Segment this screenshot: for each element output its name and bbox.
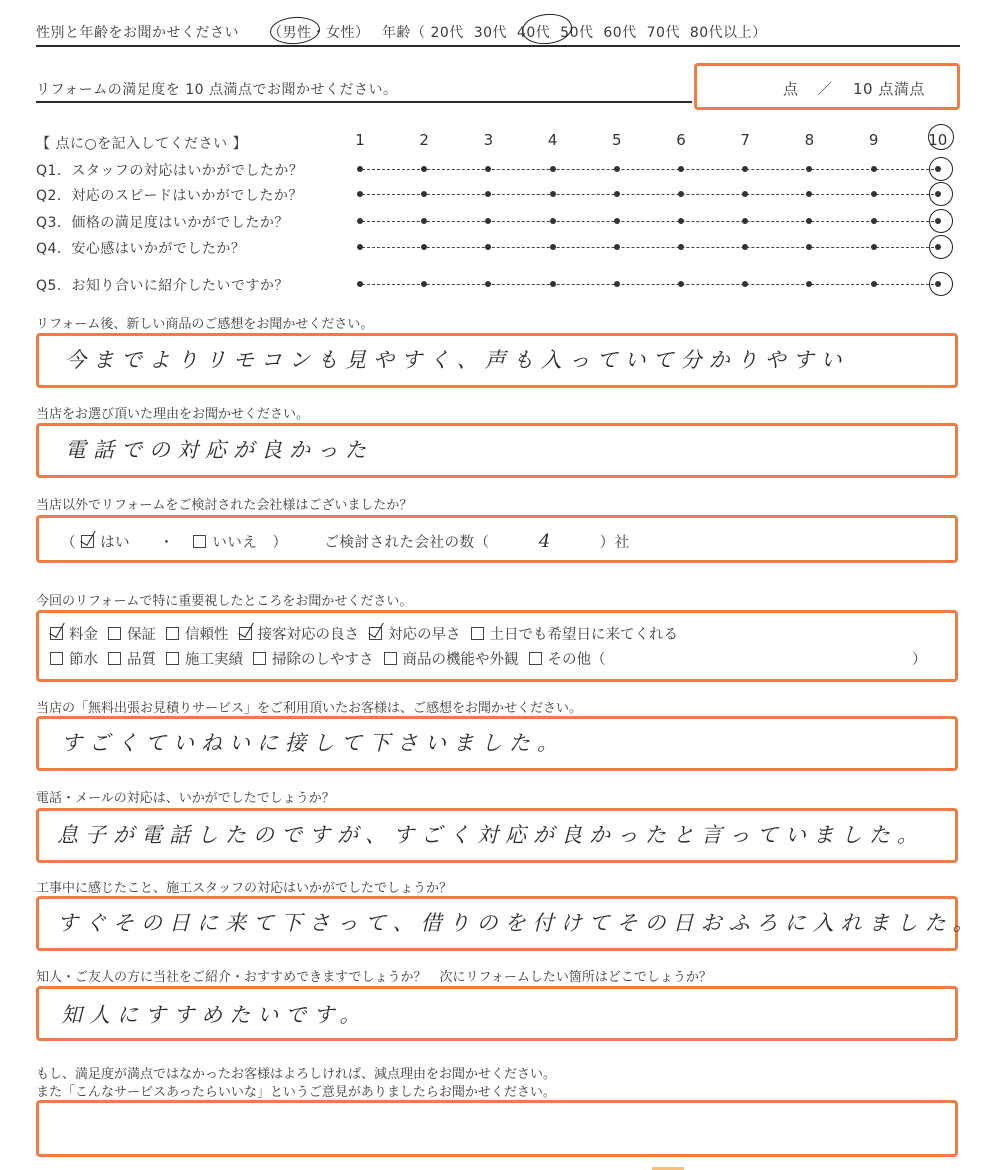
checkbox[interactable] (108, 652, 121, 665)
rating-point-q2-1[interactable] (357, 191, 363, 197)
rating-point-q5-8[interactable] (806, 281, 812, 287)
age-close: ） (752, 25, 767, 41)
rating-point-q4-4[interactable] (550, 244, 556, 250)
construction-answer[interactable]: すぐその日に来て下さって、借りのを付けてその日おふろに入れました。 (57, 911, 981, 935)
rating-point-q4-9[interactable] (871, 244, 877, 250)
checkbox-label: 信頼性 (185, 627, 229, 643)
checkbox[interactable] (529, 652, 542, 665)
satisfaction-prompt: リフォームの満足度を 10 点満点でお聞かせください。 (36, 82, 398, 98)
reason-answer-box[interactable] (36, 423, 958, 478)
question-label-q3: Q3．価格の満足度はいかがでしたか？ (36, 215, 289, 231)
new-product-answer-box[interactable] (36, 333, 958, 388)
paren-close: ） (272, 535, 288, 551)
rating-point-q5-4[interactable] (550, 281, 556, 287)
priorities-box (36, 610, 958, 682)
rating-scale-line-q4 (357, 247, 939, 248)
checkbox-yes[interactable] (81, 531, 130, 552)
scale-number-7: 7 (740, 131, 750, 149)
rating-point-q4-3[interactable] (485, 244, 491, 250)
rating-point-q5-7[interactable] (742, 281, 748, 287)
selected-circle-mark-q1 (929, 157, 953, 181)
checkbox[interactable] (253, 652, 266, 665)
selected-circle-mark-q4 (929, 235, 953, 259)
rating-point-q5-6[interactable] (678, 281, 684, 287)
rating-point-q4-7[interactable] (742, 244, 748, 250)
scale-number-2: 2 (419, 131, 429, 149)
rating-point-q5-9[interactable] (871, 281, 877, 287)
priority-option-1-6[interactable] (471, 623, 679, 644)
selected-circle-mark-q3 (929, 209, 953, 233)
rating-point-q3-5[interactable] (614, 218, 620, 224)
rating-point-q2-5[interactable] (614, 191, 620, 197)
recommend-answer-box[interactable] (36, 986, 958, 1041)
checkbox[interactable] (50, 652, 63, 665)
estimate-service-answer-box[interactable] (36, 716, 958, 771)
paren-open: （ (61, 535, 76, 551)
checkbox[interactable] (166, 627, 179, 640)
rating-point-q4-6[interactable] (678, 244, 684, 250)
question-label-q4: Q4．安心感はいかがでしたか？ (36, 241, 246, 257)
rating-point-q1-4[interactable] (550, 166, 556, 172)
rating-point-q2-8[interactable] (806, 191, 812, 197)
age-option-40[interactable]: 40代 (516, 25, 551, 41)
rating-point-q5-2[interactable] (421, 281, 427, 287)
phone-mail-question: 電話・メールの対応は、いかがでしたでしょうか？ (36, 791, 335, 806)
rating-point-q5-1[interactable] (357, 281, 363, 287)
priority-option-1-3[interactable] (166, 623, 229, 644)
age-label: 年齢（ (382, 25, 426, 41)
checkbox-label: 土日でも希望日に来てくれる (489, 627, 678, 643)
question-label-q5: Q5．お知り合いに紹介したいですか？ (36, 278, 289, 294)
scale-number-4: 4 (547, 131, 558, 149)
checkbox[interactable] (369, 627, 382, 640)
checkbox[interactable] (50, 627, 63, 640)
gender-option-male[interactable]: 男性 (282, 25, 312, 41)
checkbox-no[interactable] (193, 531, 257, 552)
new-product-question: リフォーム後、新しい商品のご感想をお聞かせください。 (36, 317, 374, 332)
rating-point-q3-8[interactable] (806, 218, 812, 224)
recommend-answer[interactable]: 知人にすすめたいです。 (61, 1003, 368, 1027)
priorities-question: 今回のリフォームで特に重要視したところをお聞かせください。 (36, 594, 413, 609)
phone-mail-answer-box[interactable] (36, 808, 958, 863)
scale-number-3: 3 (483, 131, 494, 149)
checkbox-no-box[interactable] (193, 535, 206, 548)
scale-number-5: 5 (612, 131, 622, 149)
estimate-service-answer[interactable]: すごくていねいに接して下さいました。 (61, 731, 565, 755)
company-count-suffix: ）社 (599, 535, 630, 551)
checkbox-label: 接客対応の良さ (257, 627, 359, 643)
other-close-paren: ） (912, 652, 927, 668)
checkbox-label: その他（ (547, 652, 606, 668)
priority-option-2-6[interactable] (529, 648, 606, 669)
company-count-value[interactable]: 4 (538, 531, 551, 552)
priority-option-2-4[interactable] (253, 648, 374, 669)
scale-number-6: 6 (676, 131, 686, 149)
priority-option-2-3[interactable] (166, 648, 243, 669)
priority-option-1-4[interactable] (239, 623, 360, 644)
priority-option-1-2[interactable] (108, 623, 156, 644)
gender-age-prompt: 性別と年齢をお聞かせください (36, 25, 239, 41)
checkbox-yes-label: はい (100, 535, 131, 551)
checkbox-label: 品質 (127, 652, 156, 668)
checkbox-label: 商品の機能や外観 (402, 652, 519, 668)
rating-instruction: 【 点に○を記入してください 】 (36, 136, 248, 152)
question-label-q1: Q1．スタッフの対応はいかがでしたか？ (36, 163, 304, 179)
satisfaction-underline (36, 101, 692, 103)
score-slash: ／ (817, 80, 833, 98)
checkbox-label: 保証 (127, 627, 156, 643)
priority-option-1-5[interactable] (369, 623, 461, 644)
rating-point-q1-1[interactable] (357, 166, 363, 172)
improvement-question-line-2: また「こんなサービスあったらいいな」というご意見がありましたらお聞かせください。 (36, 1085, 556, 1100)
rating-point-q1-5[interactable] (614, 166, 620, 172)
rating-point-q1-2[interactable] (421, 166, 427, 172)
estimate-service-question: 当店の「無料出張お見積りサービス」をご利用頂いたお客様は、ご感想をお聞かせください。 (36, 701, 583, 716)
checkbox[interactable] (384, 652, 397, 665)
rating-point-q2-6[interactable] (678, 191, 684, 197)
checkbox-label: 料金 (69, 627, 98, 643)
scale-number-9: 9 (868, 131, 879, 149)
scale-number-8: 8 (804, 131, 815, 149)
phone-mail-answer[interactable]: 息子が電話したのですが、すごく対応が良かったと言っていました。 (57, 823, 925, 847)
question-label-q2: Q2．対応のスピードはいかがでしたか？ (36, 188, 303, 204)
rating-point-q3-7[interactable] (742, 218, 748, 224)
other-companies-question: 当店以外でリフォームをご検討された会社様はございましたか？ (36, 498, 413, 513)
age-option-80-plus[interactable]: 80代以上 (689, 25, 753, 41)
scale-number-10: 10 (928, 131, 948, 149)
new-product-answer[interactable]: 今までよりリモコンも見やすく、声も入っていて分かりやすい (65, 348, 849, 372)
age-option-70[interactable]: 70代 (646, 25, 680, 41)
construction-question: 工事中に感じたこと、施工スタッフの対応はいかがでしたでしょうか？ (36, 881, 453, 896)
priorities-row-1 (50, 623, 688, 644)
rating-point-q3-4[interactable] (550, 218, 556, 224)
rating-point-q2-4[interactable] (550, 191, 556, 197)
scale-10-circle-mark (928, 124, 954, 150)
checkbox-no-label: いいえ (212, 535, 258, 551)
improvement-answer-box[interactable] (36, 1100, 958, 1157)
age-option-20[interactable]: 20代 (430, 25, 464, 41)
rating-scale-line-q2 (357, 194, 939, 195)
checkbox-label: 掃除のしやすさ (272, 652, 374, 668)
rating-point-q1-7[interactable] (742, 166, 748, 172)
score-box[interactable] (694, 63, 960, 110)
rating-point-q1-9[interactable] (871, 166, 877, 172)
separator: ・ (159, 535, 175, 551)
rating-point-q3-2[interactable] (421, 218, 427, 224)
priority-option-2-1[interactable] (50, 648, 98, 669)
scale-number-1: 1 (355, 131, 365, 149)
rating-point-q3-6[interactable] (678, 218, 684, 224)
rating-point-q4-1[interactable] (357, 244, 363, 250)
rating-point-q3-9[interactable] (871, 218, 877, 224)
checkbox[interactable] (239, 627, 252, 640)
improvement-question-line-1: もし、満足度が満点ではなかったお客様はよろしければ、減点理由をお聞かせください。 (36, 1067, 557, 1082)
paren-close: ） (355, 25, 370, 41)
header-underline (36, 45, 960, 47)
checkbox-label: 対応の早さ (388, 627, 461, 643)
rating-point-q2-9[interactable] (871, 191, 877, 197)
company-count-label: ご検討された会社の数（ (324, 535, 490, 551)
rating-point-q4-2[interactable] (421, 244, 427, 250)
checkbox[interactable] (108, 627, 121, 640)
rating-point-q3-3[interactable] (485, 218, 491, 224)
rating-point-q5-3[interactable] (485, 281, 491, 287)
rating-point-q4-5[interactable] (614, 244, 620, 250)
rating-scale-line-q3 (357, 221, 939, 222)
other-companies-box (36, 515, 958, 563)
recommend-question: 知人・ご友人の方に当社をご紹介・おすすめできますでしょうか？ 次にリフォームしたい箇所はどこでしょうか？ (36, 970, 712, 985)
age-option-30[interactable]: 30代 (473, 25, 508, 41)
rating-scale-line-q5 (357, 284, 939, 285)
other-companies-row (61, 531, 630, 552)
checkbox-yes-box[interactable] (81, 535, 94, 548)
rating-point-q5-5[interactable] (614, 281, 620, 287)
reason-answer[interactable]: 電話での対応が良かった (65, 438, 373, 462)
rating-point-q1-8[interactable] (806, 166, 812, 172)
gender-separator: ・ (311, 25, 326, 41)
checkbox[interactable] (166, 652, 179, 665)
rating-point-q2-3[interactable] (485, 191, 491, 197)
selected-circle-mark-q5 (929, 272, 953, 296)
rating-point-q2-7[interactable] (742, 191, 748, 197)
gender-option-female[interactable]: 女性 (326, 25, 355, 41)
reason-question: 当店をお選び頂いた理由をお聞かせください。 (36, 407, 310, 422)
priority-option-1-1[interactable] (50, 623, 98, 644)
age-option-50[interactable]: 50代 (560, 25, 594, 41)
rating-point-q1-6[interactable] (678, 166, 684, 172)
priority-option-2-2[interactable] (108, 648, 156, 669)
paren-open: （ (268, 25, 283, 41)
priorities-row-2 (50, 648, 616, 669)
rating-point-q3-1[interactable] (357, 218, 363, 224)
rating-point-q2-2[interactable] (421, 191, 427, 197)
rating-point-q4-8[interactable] (806, 244, 812, 250)
score-max: 10 点満点 (853, 80, 925, 98)
rating-scale-line-q1 (357, 169, 939, 170)
selected-circle-mark-q2 (929, 182, 953, 206)
age-options (382, 22, 767, 42)
construction-answer-box[interactable] (36, 896, 981, 951)
score-unit: 点 (783, 80, 799, 98)
age-option-60[interactable]: 60代 (603, 25, 637, 41)
rating-point-q1-3[interactable] (485, 166, 491, 172)
priority-option-2-5[interactable] (384, 648, 519, 669)
checkbox[interactable] (471, 627, 484, 640)
checkbox-label: 節水 (69, 652, 98, 668)
checkbox-label: 施工実績 (185, 652, 243, 668)
